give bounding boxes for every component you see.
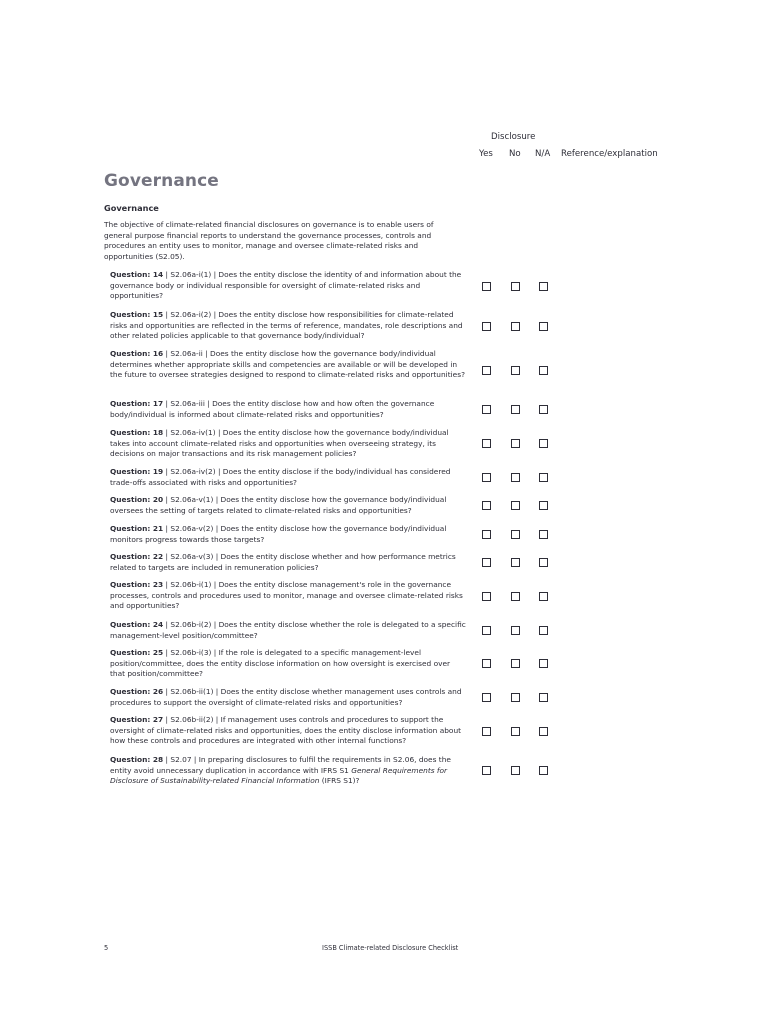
- yes-checkbox[interactable]: [482, 766, 491, 775]
- question-item: [110, 552, 466, 573]
- yes-column-header: Yes: [479, 149, 493, 159]
- no-checkbox[interactable]: [511, 766, 520, 775]
- question-text: | S2.06a-v(1) | Does the entity disclose how the governance body/individual oversees the setting of targets related to climate-related risks and opportunities?: [110, 495, 447, 515]
- yes-checkbox[interactable]: [482, 530, 491, 539]
- question-text-end: (IFRS S1)?: [319, 776, 360, 785]
- no-checkbox[interactable]: [511, 693, 520, 702]
- yes-checkbox[interactable]: [482, 659, 491, 668]
- question-text: | S2.06a-iii | Does the entity disclose how and how often the governance body/individual is informed about climate-related risks and opportunities?: [110, 399, 435, 419]
- question-number: Question: 18: [110, 428, 164, 437]
- no-checkbox[interactable]: [511, 473, 520, 482]
- question-item: [110, 399, 466, 420]
- reference-column-header: Reference/explanation: [561, 149, 658, 159]
- no-checkbox[interactable]: [511, 530, 520, 539]
- question-number: Question: 25: [110, 648, 164, 657]
- question-text: | S2.06a-v(3) | Does the entity disclose whether and how performance metrics related to targets are included in remuneration policies?: [110, 552, 456, 572]
- no-column-header: No: [509, 149, 521, 159]
- na-checkbox[interactable]: [539, 530, 548, 539]
- question-text: | S2.06a-iv(2) | Does the entity disclose if the body/individual has considered trade-offs associated with risks and opportunities?: [110, 467, 451, 487]
- question-text: | S2.06a-v(2) | Does the entity disclose how the governance body/individual monitors progress towards those targets?: [110, 524, 447, 544]
- na-checkbox[interactable]: [539, 366, 548, 375]
- na-checkbox[interactable]: [539, 439, 548, 448]
- na-checkbox[interactable]: [539, 322, 548, 331]
- question-text: | S2.06b-i(1) | Does the entity disclose management's role in the governance processes, controls and procedures used to monitor, manage and oversee climate-related risks and opportunities?: [110, 580, 463, 610]
- no-checkbox[interactable]: [511, 501, 520, 510]
- question-number: Question: 26: [110, 687, 164, 696]
- yes-checkbox[interactable]: [482, 405, 491, 414]
- na-checkbox[interactable]: [539, 766, 548, 775]
- question-number: Question: 16: [110, 349, 164, 358]
- no-checkbox[interactable]: [511, 592, 520, 601]
- question-item: [110, 524, 466, 545]
- question-item: [110, 687, 466, 708]
- page-number: 5: [104, 944, 109, 952]
- na-checkbox[interactable]: [539, 558, 548, 567]
- question-item: [110, 310, 466, 342]
- question-item: [110, 755, 466, 787]
- question-text: | S2.06b-i(3) | If the role is delegated to a specific management-level position/committee, does the entity disclose information on how oversight is exercised over that position/committee?: [110, 648, 451, 678]
- question-text: | S2.06b-i(2) | Does the entity disclose whether the role is delegated to a specific management-level position/committee?: [110, 620, 466, 640]
- na-checkbox[interactable]: [539, 282, 548, 291]
- yes-checkbox[interactable]: [482, 693, 491, 702]
- no-checkbox[interactable]: [511, 626, 520, 635]
- na-checkbox[interactable]: [539, 727, 548, 736]
- section-intro: The objective of climate-related financial disclosures on governance is to enable users of general purpose financial reports to understand the governance processes, controls and procedures an entity uses to monitor, manage and oversee climate-related risks and opportunities (S2.05).: [104, 220, 434, 261]
- question-number: Question: 27: [110, 715, 164, 724]
- question-standard-title: General Requirements for Disclosure of Sustainability-related Financial Information: [110, 765, 448, 785]
- na-checkbox[interactable]: [539, 626, 548, 635]
- question-item: [110, 467, 466, 488]
- question-text: | S2.07 | In preparing disclosures to fulfil the requirements in S2.06, does the entity avoid unnecessary duplication in accordance with IFRS S1: [110, 755, 451, 775]
- yes-checkbox[interactable]: [482, 322, 491, 331]
- no-checkbox[interactable]: [511, 727, 520, 736]
- no-checkbox[interactable]: [511, 439, 520, 448]
- question-item: [110, 349, 466, 381]
- no-checkbox[interactable]: [511, 558, 520, 567]
- na-checkbox[interactable]: [539, 473, 548, 482]
- na-checkbox[interactable]: [539, 405, 548, 414]
- no-checkbox[interactable]: [511, 282, 520, 291]
- no-checkbox[interactable]: [511, 366, 520, 375]
- yes-checkbox[interactable]: [482, 366, 491, 375]
- na-checkbox[interactable]: [539, 659, 548, 668]
- question-item: [110, 648, 466, 680]
- question-text: | S2.06b-ii(1) | Does the entity disclose whether management uses controls and procedures to support the oversight of climate-related risks and opportunities?: [110, 687, 462, 707]
- yes-checkbox[interactable]: [482, 626, 491, 635]
- question-text: | S2.06a-i(2) | Does the entity disclose how responsibilities for climate-related risks and opportunities are reflected in the terms of reference, mandates, role descriptions and other related policies applicable to that governance body/individual?: [110, 310, 463, 340]
- na-checkbox[interactable]: [539, 501, 548, 510]
- question-number: Question: 20: [110, 495, 164, 504]
- yes-checkbox[interactable]: [482, 592, 491, 601]
- question-number: Question: 28: [110, 755, 164, 764]
- question-text: | S2.06a-iv(1) | Does the entity disclose how the governance body/individual takes into account climate-related risks and opportunities when overseeing strategy, its decisions on major transactions and its risk management policies?: [110, 428, 449, 458]
- no-checkbox[interactable]: [511, 322, 520, 331]
- yes-checkbox[interactable]: [482, 439, 491, 448]
- na-checkbox[interactable]: [539, 693, 548, 702]
- yes-checkbox[interactable]: [482, 558, 491, 567]
- question-text: | S2.06a-i(1) | Does the entity disclose the identity of and information about the governance body or individual responsible for oversight of climate-related risks and opportunities?: [110, 270, 462, 300]
- footer-title: ISSB Climate-related Disclosure Checklist: [322, 944, 459, 952]
- question-number: Question: 19: [110, 467, 164, 476]
- question-number: Question: 15: [110, 310, 164, 319]
- question-text: | S2.06a-ii | Does the entity disclose how the governance body/individual determines whether appropriate skills and competencies are available or will be developed in the future to oversee strategies designed to respond to climate-related risks and opportunities?: [110, 349, 465, 379]
- na-checkbox[interactable]: [539, 592, 548, 601]
- yes-checkbox[interactable]: [482, 727, 491, 736]
- question-number: Question: 23: [110, 580, 164, 589]
- question-item: [110, 620, 466, 641]
- no-checkbox[interactable]: [511, 659, 520, 668]
- yes-checkbox[interactable]: [482, 473, 491, 482]
- question-item: [110, 428, 466, 460]
- section-subtitle: Governance: [104, 203, 159, 213]
- question-number: Question: 14: [110, 270, 164, 279]
- question-number: Question: 24: [110, 620, 164, 629]
- na-column-header: N/A: [535, 149, 551, 159]
- yes-checkbox[interactable]: [482, 282, 491, 291]
- disclosure-header: Disclosure: [491, 132, 536, 142]
- question-item: [110, 270, 466, 302]
- section-title: Governance: [104, 171, 219, 191]
- question-item: [110, 580, 466, 612]
- question-number: Question: 22: [110, 552, 164, 561]
- question-item: [110, 495, 466, 516]
- yes-checkbox[interactable]: [482, 501, 491, 510]
- question-text: | S2.06b-ii(2) | If management uses controls and procedures to support the oversight of climate-related risks and opportunities, does the entity disclose information about how these controls and procedures are integrated with other internal functions?: [110, 715, 462, 745]
- question-item: [110, 715, 466, 747]
- no-checkbox[interactable]: [511, 405, 520, 414]
- question-number: Question: 21: [110, 524, 164, 533]
- question-number: Question: 17: [110, 399, 164, 408]
